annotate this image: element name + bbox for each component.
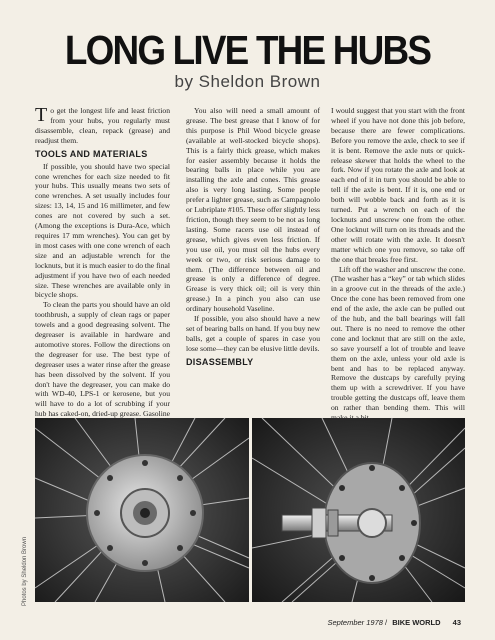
hub-photo-left-image — [35, 418, 249, 602]
text-column-3 — [331, 106, 465, 418]
paragraph-wrenches: If possible, you should have two special cone wrenches for each size needed to fit your hubs. This usually means two sets of cone wrenches. A set usually includes four sizes: 13, 14, 15 and 16 millimeter, and few cones are not covered by such a set. (Among the exceptions is Dura-Ace, which requires 17 mm wrenches). You can get by in most cases with one cone wrench of each size and an adjustable wrench for the locknuts, but it is much easier to do the final adjustment if you have two of each needed size. These wrenches are available only in bicycle shops. — [35, 161, 170, 300]
paragraph-bearings: If possible, you also should have a new set of bearing balls on hand. If you buy new balls, get a couple of spares in case you lose some—they can be elusive little devils. — [186, 314, 320, 353]
text-column-1 — [35, 106, 170, 418]
section-heading-disassembly: DISASSEMBLY — [186, 356, 254, 367]
photo-hub-left — [35, 418, 249, 602]
article-title: LONG LIVE THE HUBS — [64, 27, 431, 73]
issue-date: September 1978 — [327, 618, 383, 627]
photo-hub-right — [252, 418, 465, 602]
paragraph-front-wheel: I would suggest that you start with the front wheel if you have not done this job before, because there are fewer complications. Before you remove the axle, check to see if it is bent. Remove the axle nuts or quick-release skewer that holds the wheel to the fork. Now if you rotate the axle and look at each end of it in turn you should be able to tell if the axle is bent. If it is, one end or both will wobble back and forth as it is turned. Put a wrench on each of the locknuts and unscrew one from the other. One locknut will turn on its threads and the other will rotate with the axle. It doesn't matter which one you remove, so take off the one that breaks free first. — [331, 106, 465, 264]
paragraph-disassembly-start — [186, 370, 320, 380]
footer-separator: / — [385, 618, 388, 627]
drop-cap: T — [35, 104, 48, 126]
magazine-name: BIKE WORLD — [392, 618, 441, 627]
intro-text: o get the longest life and least friction from your hubs, you regularly must disassemble, clean, repack (grease) and readjust them. — [35, 106, 170, 145]
page-footer — [327, 617, 461, 629]
article-byline: by Sheldon Brown — [174, 72, 321, 91]
photo-credit: Photos by Sheldon Brown — [22, 536, 28, 606]
paragraph-cone-removal: Lift off the washer and unscrew the cone. (The washer has a “key” or tab which slides in a groove cut in the threads of the axle.) Once the cone has been removed from one end of the axle, the axle can be pulled out of the hub, and the ball bearings will fall out. There is no need to remove the other cone and locknut that are still on the axle, so save yourself a lot of trouble and leave them on the axle, unless your old axle is bent and has to be replaced anyway. Remove the dustcaps by carefully prying them up with a screwdriver. If you have trouble getting the dustcaps off, leave them on rather than bending them. This will — [331, 264, 465, 413]
text-column-2 — [186, 106, 320, 418]
page-number: 43 — [452, 618, 461, 627]
paragraph-cleaning: To clean the parts you should have an old toothbrush, a supply of clean rags or paper towels and a good degreasing solvent. The degreaser is available in hardware and automotive stores. Follow the directions on the degreaser for use. The best type of degreaser uses a water rinse after the grease has been dissolved by the solvent. If you don't have the degreaser, you can make do with WD-40, LPS-1 or kerosene, but you will have to do a lot of scrubbing if your hub has caked-on, dried-up grease. Gasoline — [35, 300, 170, 419]
hub-photo-right-image — [252, 418, 465, 602]
section-heading-tools: TOOLS AND MATERIALS — [35, 148, 148, 159]
intro-paragraph — [35, 106, 170, 146]
paragraph-grease: You also will need a small amount of grease. The best grease that I know of for this purpose is Phil Wood bicycle grease (available at well-stocked bicycle shops). This is a fairly thick grease, which makes for easier assembly because it holds the bearing balls in place while you are installing the axle and cones. This grease also is very long lasting. Some people prefer a lighter grease, such as Campagnolo or Lubriplate #105. These offer slightly less friction, though they seem to be not as long lasting. Some racers use oil instead of grease, which gives even less friction. If you use oil, you must oil the hubs every week or two, or risk serious damage to them. (The difference between oil and grease is only a difference of degree. Grease is very thick oil; oil is very thin grease.) In a pinch you also can use ordinary household Vaseline. — [186, 106, 320, 314]
